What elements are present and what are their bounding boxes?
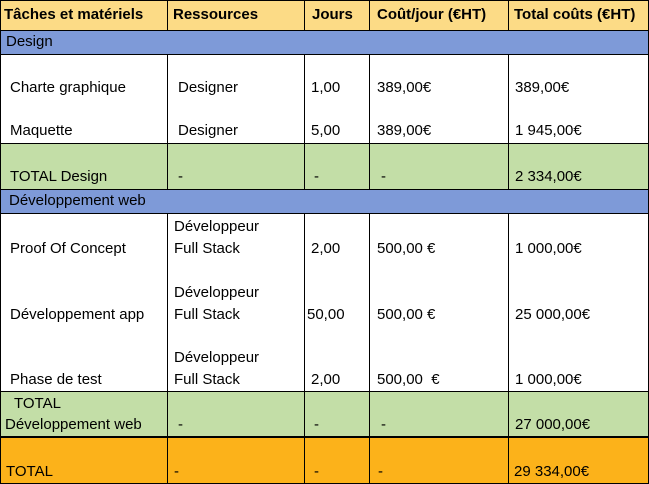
daily-cost-cell: - [378, 463, 383, 480]
total-cell: 1 945,00€ [515, 122, 582, 139]
section-row-design [0, 30, 649, 54]
days-cell: - [314, 463, 319, 480]
daily-cost-cell: 389,00€ [377, 79, 432, 96]
resource-cell: Développeur [174, 218, 260, 235]
total-cell: 1 000,00€ [515, 240, 582, 257]
resource-cell: Designer [178, 79, 239, 96]
task-cell: Proof Of Concept [10, 240, 126, 257]
grid-line [369, 213, 370, 484]
total-cell: 389,00€ [515, 79, 570, 96]
total-cell: 25 000,00€ [515, 306, 591, 323]
total-label: TOTAL Design [10, 168, 108, 185]
task-cell: Charte graphique [10, 79, 126, 96]
grand-total-label: TOTAL [6, 463, 53, 480]
grid-line [0, 391, 649, 392]
total-cell: 1 000,00€ [515, 371, 582, 388]
grid-line [369, 0, 370, 30]
task-cell: Phase de test [10, 371, 102, 388]
days-cell: 2,00 [311, 240, 341, 257]
section-label-web: Développement web [9, 192, 146, 209]
grid-line [0, 143, 649, 144]
days-cell: - [314, 168, 319, 185]
grid-line [167, 0, 168, 30]
daily-cost-cell: - [381, 168, 386, 185]
task-cell: Maquette [10, 122, 73, 139]
resource-cell: - [178, 416, 183, 433]
section-label-design: Design [6, 33, 53, 50]
header-task: Tâches et matériels [4, 6, 144, 23]
header-days: Jours [312, 6, 353, 23]
header-resource: Ressources [173, 6, 259, 23]
grid-line [369, 54, 370, 189]
grid-line [0, 54, 649, 55]
days-cell: 2,00 [311, 371, 341, 388]
total-cell: 2 334,00€ [515, 168, 582, 185]
grid-line [0, 213, 649, 214]
grand-total-value: 29 334,00€ [514, 463, 590, 480]
days-cell: 5,00 [311, 122, 341, 139]
grid-line [508, 213, 509, 484]
grid-line [0, 0, 1, 484]
days-cell: 50,00 [307, 306, 345, 323]
resource-cell: Développeur [174, 349, 260, 366]
total-label: TOTAL [14, 395, 61, 412]
grid-line [508, 0, 509, 30]
grid-line [0, 189, 649, 190]
daily-cost-cell: 500,00 € [377, 306, 436, 323]
resource-cell: - [178, 168, 183, 185]
total-cell: 27 000,00€ [515, 416, 591, 433]
grid-line [304, 213, 305, 484]
grid-line [304, 0, 305, 30]
resource-cell: Full Stack [174, 240, 240, 257]
daily-cost-cell: 500,00 € [377, 371, 440, 388]
days-cell: - [314, 416, 319, 433]
daily-cost-cell: 389,00€ [377, 122, 432, 139]
grid-line [0, 436, 649, 438]
header-total: Total coûts (€HT) [514, 6, 636, 23]
days-cell: 1,00 [311, 79, 341, 96]
task-cell: Développement app [10, 306, 145, 323]
resource-cell: - [174, 463, 179, 480]
resource-cell: Full Stack [174, 306, 240, 323]
total-label: Développement web [5, 416, 142, 433]
daily-cost-cell: - [381, 416, 386, 433]
resource-cell: Designer [178, 122, 239, 139]
grid-line [304, 54, 305, 189]
resource-cell: Full Stack [174, 371, 240, 388]
grid-line [508, 54, 509, 189]
grid-line [0, 0, 649, 1]
grid-line [167, 213, 168, 484]
grid-line [167, 54, 168, 189]
daily-cost-cell: 500,00 € [377, 240, 436, 257]
grid-line [0, 30, 649, 31]
header-daily-cost: Coût/jour (€HT) [377, 6, 487, 23]
resource-cell: Développeur [174, 284, 260, 301]
